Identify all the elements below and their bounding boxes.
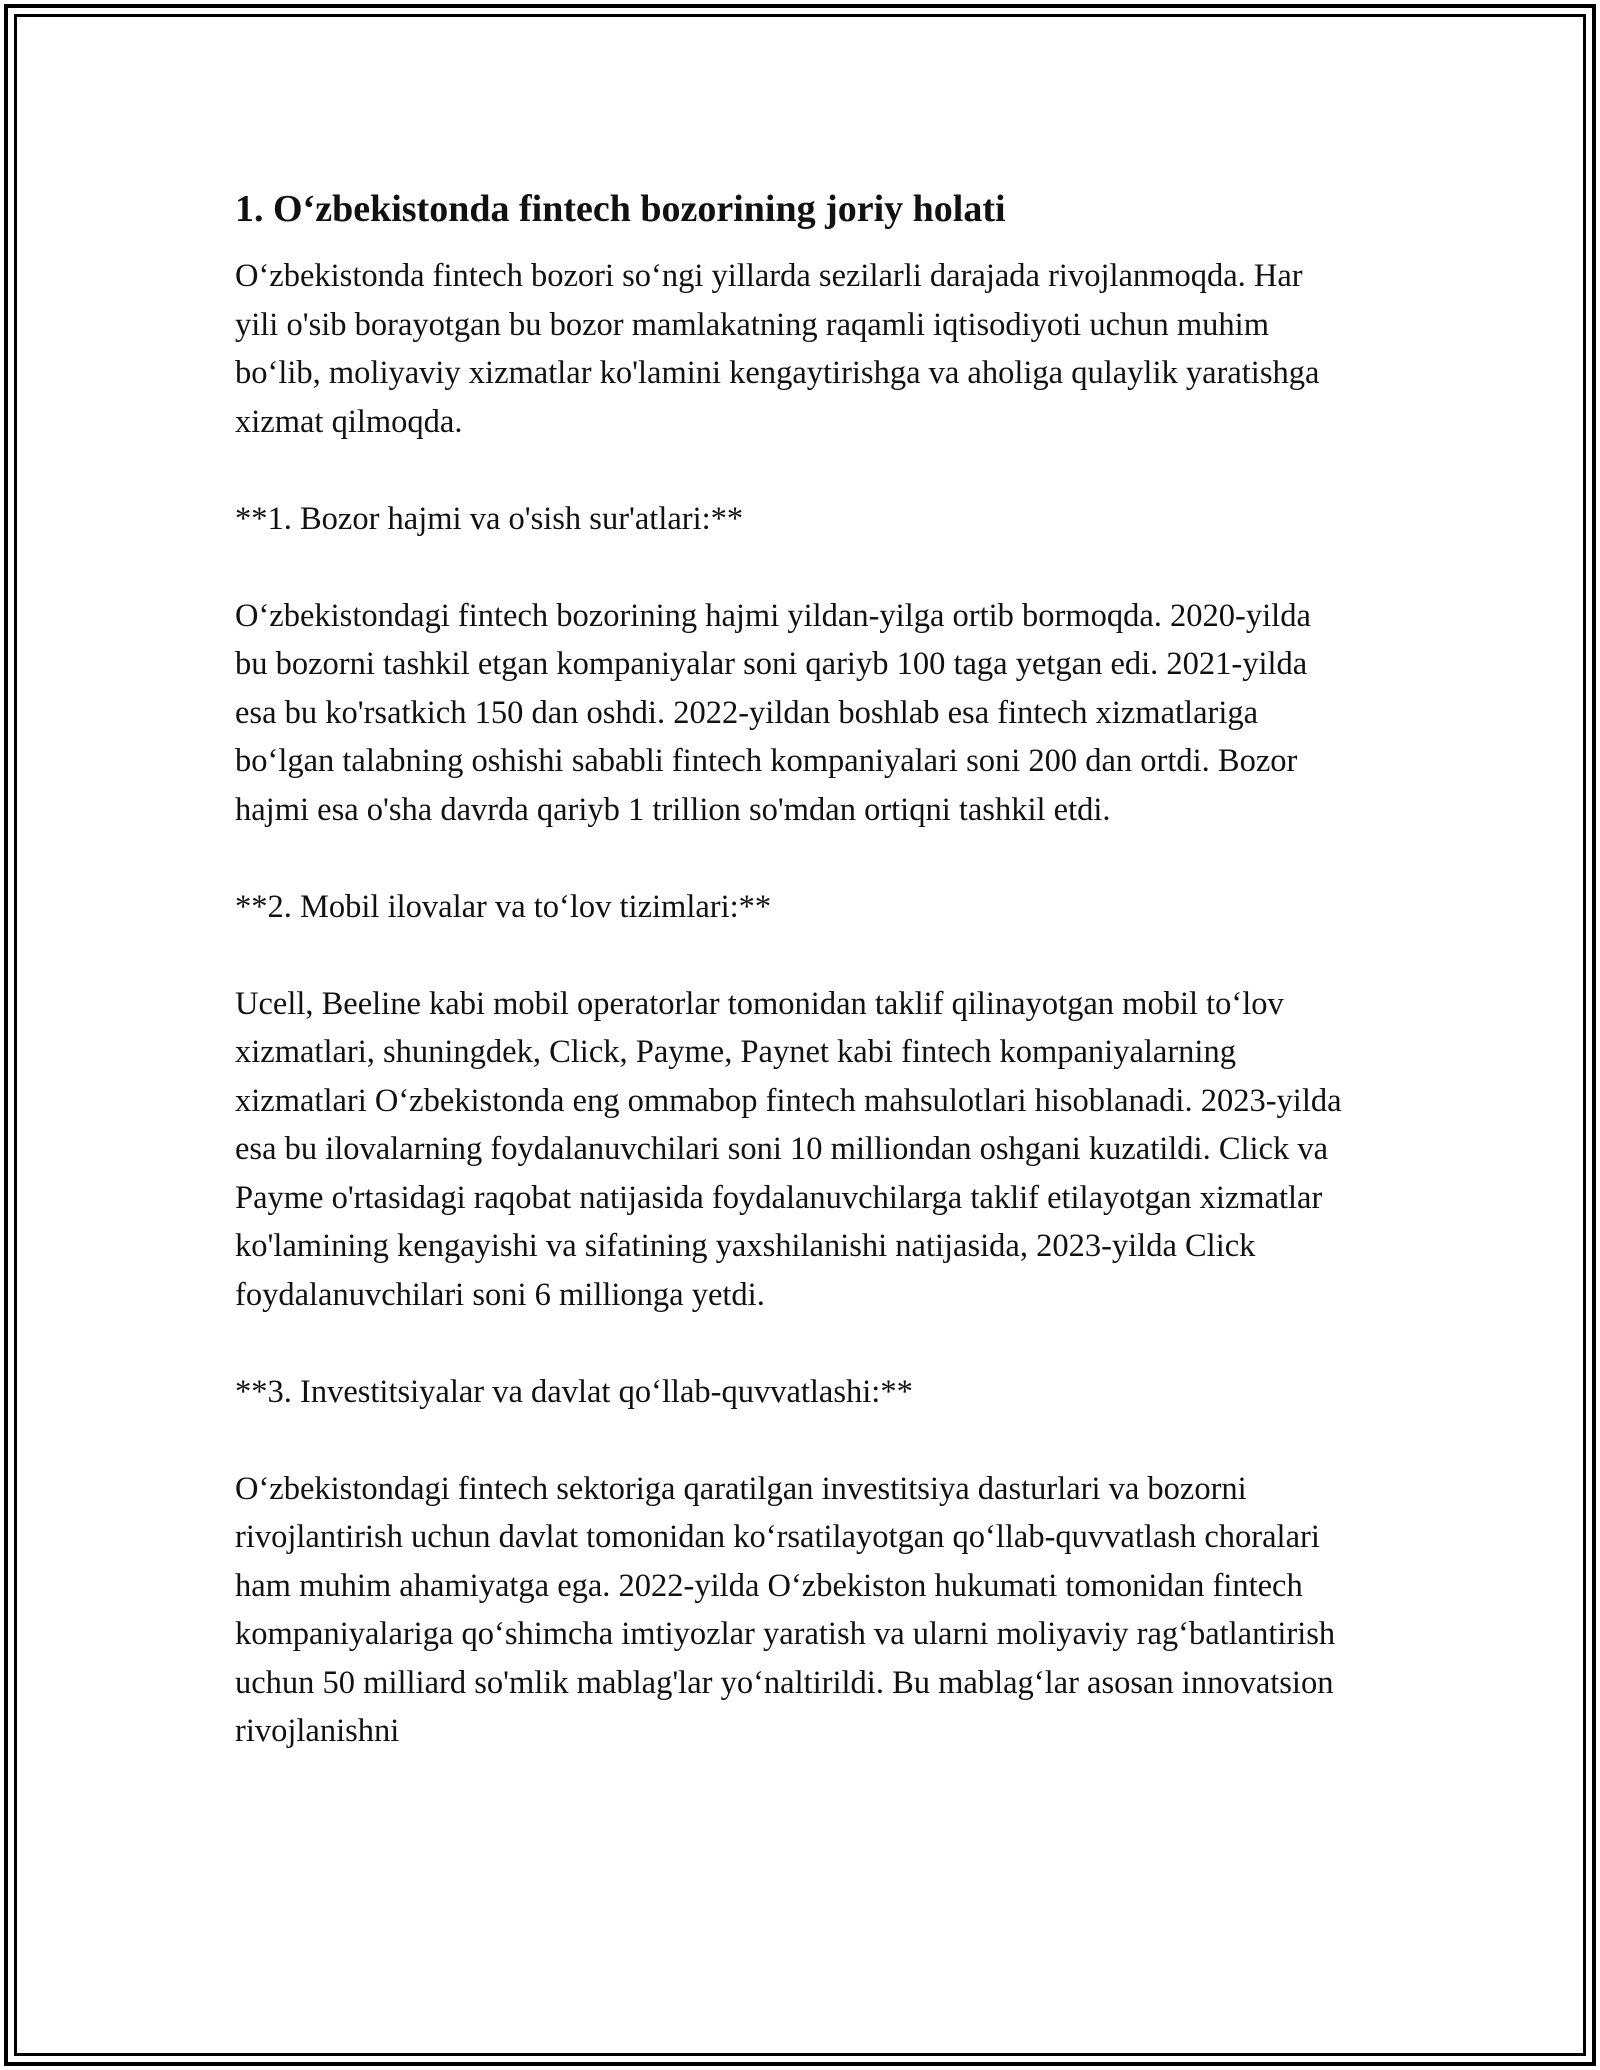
subheading-investments: **3. Investitsiyalar va davlat qo‘llab-quvvatlashi:** bbox=[235, 1373, 913, 1410]
mobile-payments-paragraph: Ucell, Beeline kabi mobil operatorlar tomonidan taklif qilinayotgan mobil to‘lov xizmatlari, shuningdek, Click, Payme, Paynet kabi fintech kompaniyalarning xizmatlari O‘zbekistonda eng ommabop fintech mahsulotlari hisoblanadi. 2023-yilda esa bu ilovalarning foydalanuvchilari soni 10 milliondan oshgani kuzatildi. Click va Payme o'rtasidagi raqobat natijasida foydalanuvchilarga taklif etilayotgan xizmatlar ko'lamining kengayishi va sifatining yaxshilanishi natijasida, 2023-yilda Click foydalanuvchilari soni 6 millionga yetdi. bbox=[235, 985, 1342, 1313]
investments-paragraph: O‘zbekistondagi fintech sektoriga qaratilgan investitsiya dasturlari va bozorni rivojlantirish uchun davlat tomonidan ko‘rsatilayotgan qo‘llab-quvvatlash choralari ham muhim ahamiyatga ega. 2022-yilda O‘zbekiston hukumati tomonidan fintech kompaniyalariga qo‘shimcha imtiyozlar yaratish va ularni moliyaviy rag‘batlantirish uchun 50 milliard so'mlik mablag'lar yo‘naltirildi. Bu mablag‘lar asosan innovatsion rivojlanishni bbox=[235, 1470, 1336, 1749]
market-size-paragraph: O‘zbekistondagi fintech bozorining hajmi yildan-yilga ortib bormoqda. 2020-yilda bu bozorni tashkil etgan kompaniyalar soni qariyb 100 taga yetgan edi. 2021-yilda esa bu ko'rsatkich 150 dan oshdi. 2022-yildan boshlab esa fintech xizmatlariga bo‘lgan talabning oshishi sababli fintech kompaniyalari soni 200 dan ortdi. Bozor hajmi esa o'sha davrda qariyb 1 trillion so'mdan ortiqni tashkil etdi. bbox=[235, 597, 1311, 828]
section-title: 1. O‘zbekistonda fintech bozorining joriy holati bbox=[235, 188, 1006, 230]
intro-paragraph: O‘zbekistonda fintech bozori so‘ngi yillarda sezilarli darajada rivojlanmoqda. Har yili o'sib borayotgan bu bozor mamlakatning raqamli iqtisodiyoti uchun muhim bo‘lib, moliyaviy xizmatlar ko'lamini kengaytirishga va aholiga qulaylik yaratishga xizmat qilmoqda. bbox=[235, 258, 1320, 440]
subheading-mobile-payments: **2. Mobil ilovalar va to‘lov tizimlari:** bbox=[235, 888, 772, 925]
document-body bbox=[235, 186, 1345, 1756]
subheading-market-size: **1. Bozor hajmi va o'sish sur'atlari:** bbox=[235, 500, 744, 537]
